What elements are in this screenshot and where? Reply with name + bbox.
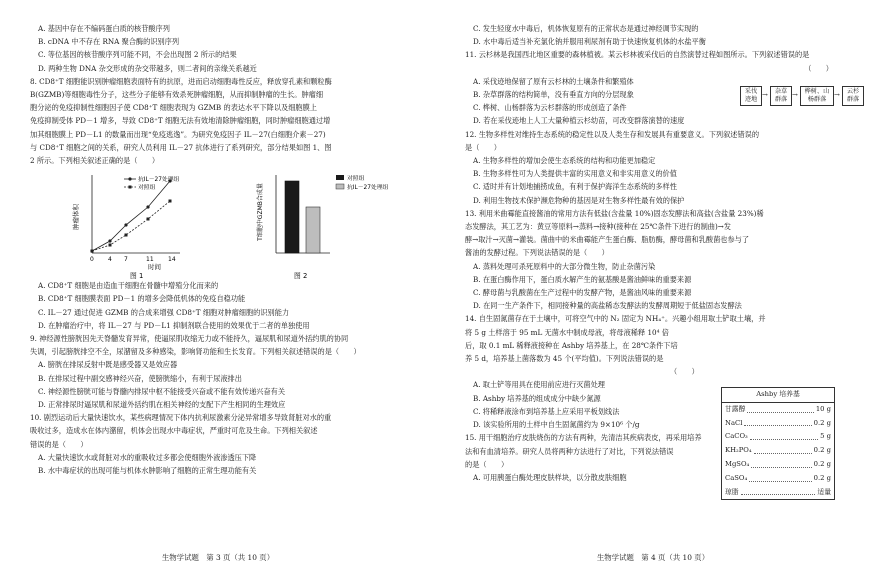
text-line: 8. CD8⁺T 细胞能识别肿瘤细胞表面特有的抗原，进而启动细胞毒性反应，释放穿孔素和颗粒酶: [30, 76, 332, 86]
ashby-amount: 0.2 g: [813, 473, 831, 482]
ashby-amount: 5 g: [820, 432, 831, 441]
ashby-title: Ashby 培养基: [722, 388, 834, 403]
text-line: 10. 剧烈运动后大量快速饮水，某些病理情况下体内抗利尿激素分泌异常增多导致肾脏对水的重: [30, 413, 332, 423]
ashby-ingredient: KH₂PO₄: [725, 446, 752, 455]
text-line: B. 生物多样性可为人类提供丰富的实用意义和非实用意义的价值: [473, 169, 677, 179]
text-line: D. 两种生物 DNA 杂交形成的杂交带越多，则二者间的亲缘关系越近: [38, 63, 257, 73]
succession-diagram: [740, 86, 864, 108]
text-line: D. 利用生物技术保护濒危物种的基因是对生物多样性最有效的保护: [473, 195, 685, 205]
text-line: 加其细胞膜上 PD－L1 的数量而出现“免疫逃逸”。为研究免疫因子 IL－27(白细胞介素－27): [30, 129, 326, 139]
text-line: A. 采伐迹地保留了原有云杉林的土壤条件和繁殖体: [473, 76, 634, 86]
fig1-legend: [124, 175, 180, 191]
text-line: 15. 用干细胞治疗皮肤烧伤的方法有两种，先清洁其疾病表皮，再采用培养: [465, 433, 702, 443]
ashby-ingredient: 甘露醇: [725, 404, 746, 413]
figure-2-bar-chart: [240, 167, 400, 279]
ashby-ingredient: NaCl: [725, 418, 743, 427]
text-line: 酱油的发酵过程。下列说法错误的是（ ）: [465, 248, 609, 258]
text-line: A. 可用胰蛋白酶处理皮肤样块，以分散皮肤细胞: [473, 472, 627, 482]
text-line: 胞分泌的免疫抑制性细胞因子使 CD8⁺T 细胞表现为 GZMB 的表达水平下降以及细胞膜上: [30, 103, 317, 113]
right-page: [435, 0, 870, 581]
text-line: 养 5 d，培养基上菌落数为 45 个(平均值)。下列说法错误的是: [465, 354, 664, 364]
fig1-point-anti-il27: [124, 224, 127, 227]
text-line: C. 等位基因的核苷酸序列可能不同，不会出现图 2 所示的结果: [38, 50, 237, 60]
ashby-amount: 10 g: [815, 404, 831, 413]
fig1-x-tick: 0: [90, 256, 94, 264]
text-line: A. 基因中存在不编码蛋白质的核苷酸序列: [38, 24, 170, 33]
text-line: D. 若在采伐迹地上人工大量种植云杉幼苗，可改变群落演替的速度: [473, 116, 685, 126]
text-line: A. 大量快速饮水或肾脏对水的重吸收过多都会使细胞外液渗透压下降: [38, 452, 257, 462]
ashby-row: [722, 403, 834, 417]
arrow-icon: →: [792, 91, 798, 99]
fig1-legend-item-1: 抗IL－27处理组: [138, 177, 180, 184]
text-line: 14. 自生固氮菌存在于土壤中，可将空气中的 N₂ 固定为 NH₄⁺。兴趣小组用取土铲取土壤，并: [465, 314, 766, 324]
fig2-legend: [336, 174, 389, 191]
ashby-ingredient: CaCO₃: [725, 432, 748, 441]
text-line: A. CD8⁺T 细胞是由造血干细胞在骨髓中增殖分化而来的: [38, 281, 219, 291]
fig1-legend-item-2: 对照组: [138, 185, 156, 192]
ashby-row: [722, 486, 834, 500]
text-line: 态发酵法，其工艺为：黄豆等原料→蒸料→接种(接种在 25℃条件下进行的制曲)→发: [465, 222, 731, 232]
ashby-row: [722, 472, 834, 486]
text-line: 免疫抑制受体 PD－1 增多，导致 CD8⁺T 细胞无法有效地清除肿瘤细胞，同时肿瘤细胞通过增: [30, 116, 331, 126]
fig1-x-tick: 11: [146, 256, 154, 264]
text-line: 法和有血清培养。研究人员将两种方法进行了对比，下列说法错误: [465, 446, 674, 456]
text-line: C. IL－27 通过促进 GZMB 的合成来增强 CD8⁺T 细胞对肿瘤细胞的识别能力: [38, 307, 290, 317]
right-page-footer: 生物学试题 第 4 页（共 10 页）: [596, 553, 710, 562]
text-line: 是（ ）: [465, 142, 501, 152]
text-line: 吸收过多，造成水在体内潴留，机体会出现水中毒症状，严重时可危及生命。下列相关叙述: [30, 426, 318, 436]
fig2-legend-item-2: 抗IL－27处理组: [347, 185, 389, 192]
fig2-ylabel: T细胞中GZMB合成量: [257, 183, 264, 242]
fig1-point-anti-il27: [146, 206, 149, 209]
text-line: A. 取土铲等用具在使用前应进行灭菌处理: [473, 380, 605, 390]
fig1-series-line-anti-il27: [92, 181, 170, 251]
text-line: 2 所示。下列相关叙述正确的是（ ）: [30, 156, 160, 166]
text-line: B. cDNA 中不存在 RNA 聚合酶的识别序列: [38, 37, 180, 47]
text-line: C. 发生轻度水中毒后，机体恢复原有的正常状态是通过神经调节实现的: [473, 24, 699, 33]
text-line: 11. 云杉林是我国西北地区重要的森林植被。某云杉林被采伐后的自然演替过程如图所示。下列叙述错误的是: [465, 50, 810, 60]
text-line: 错误的是（ ）: [30, 439, 88, 449]
text-line: 酵→取汁→灭菌→灌装。菌曲中的米曲霉能产生蛋白酶、脂肪酶，酵母菌和乳酸菌也参与了: [465, 235, 750, 245]
fig1-point-control: [147, 218, 150, 221]
fig1-series-line-control: [92, 201, 170, 251]
text-line: D. 正常排尿时逼尿肌和尿道外括约肌在相关神经的支配下产生相同的生理效应: [38, 400, 286, 410]
text-line: （ ）: [670, 367, 699, 377]
text-line: B. 在蛋白酶作用下，蛋白质水解产生的氨基酸是酱油鲜味的重要来源: [473, 274, 692, 284]
ashby-ingredient: 琼脂: [725, 487, 739, 496]
fig1-point-control: [91, 250, 94, 253]
text-line: 与 CD8⁺T 细胞之间的关系，研究人员利用 IL－27 抗体进行了系列研究，部分结果如图 1、图: [30, 142, 332, 152]
text-line: D. 在同一生产条件下，相同接种量的高盐稀态发酵法的发酵周期短于低盐固态发酵法: [473, 301, 742, 311]
ashby-row: [722, 458, 834, 472]
text-line: A. 生物多样性的增加会使生态系统的结构和功能更加稳定: [473, 156, 656, 166]
fig1-point-anti-il27: [108, 240, 111, 243]
text-line: （ ）: [804, 63, 833, 73]
left-column: [30, 22, 430, 477]
text-line: 失调，引起膀胱排空不全，尿潴留及多种感染，影响肾功能和生长发育。下列相关叙述错误的是（ ）: [30, 347, 361, 357]
stage-box-1: 采伐迹地: [740, 86, 762, 106]
fig2-legend-item-1: 对照组: [347, 176, 365, 183]
arrow-icon: →: [762, 91, 768, 99]
text-line: B. 水中毒症状的出现可能与机体水肿影响了细胞的正常生理功能有关: [38, 466, 257, 476]
figure-1-line-chart: [70, 167, 220, 279]
text-line: A. 膀胱在排尿反射中既是感受器又是效应器: [38, 360, 178, 370]
figures-block: [30, 167, 430, 279]
fig1-ylabel: 肿瘤体积: [72, 204, 80, 231]
bar-anti-il27: [306, 207, 320, 253]
fig1-point-control: [109, 244, 112, 247]
text-line: C. 将稀释液涂布到培养基上应采用平板划线法: [473, 406, 620, 416]
ashby-amount: 适量: [817, 487, 831, 496]
ashby-amount: 0.2 g: [813, 459, 831, 468]
text-line: 13. 利用米曲霉能直接酱油的常用方法有低盐(含盐量 10%)固态发酵法和高盐(含盐量 23%)稀: [465, 208, 764, 218]
text-line: D. 水中毒后适当补充氯化钠并服用利尿剂有助于快速恢复机体的水盐平衡: [473, 37, 706, 47]
ashby-amount: 0.2 g: [813, 446, 831, 455]
stage-box-4: 云杉群落: [842, 86, 864, 106]
bar-control: [285, 181, 299, 253]
text-line: D. 该实验所用的土样中自生固氮菌约为 9×10⁶ 个/g: [473, 420, 640, 430]
fig1-x-tick: 14: [168, 256, 176, 264]
fig1-point-control: [125, 234, 128, 237]
text-line: 后，取 0.1 mL 稀释液接种在 Ashby 培养基上，在 28℃条件下培: [465, 340, 678, 350]
text-line: B. Ashby 培养基的组成成分中缺少氮源: [473, 393, 601, 403]
text-line: 的是（ ）: [465, 459, 509, 469]
fig2-caption: 图 2: [294, 272, 308, 280]
text-line: C. 适时并有计划地捕捞成鱼，有利于保护海洋生态系统的多样性: [473, 182, 677, 192]
stage-box-3: 桦树、山杨群落: [800, 86, 834, 106]
ashby-ingredient: MgSO₄: [725, 459, 750, 468]
ashby-amount: 0.2 g: [813, 418, 831, 427]
text-line: D. 在肿瘤治疗中，将 IL－27 与 PD－L1 抑制剂联合使用的效果优于二者的单独使用: [38, 320, 310, 330]
ashby-ingredient: CaSO₄: [725, 473, 748, 482]
ashby-medium-table: [721, 387, 835, 500]
text-line: B. 在排尿过程中副交感神经兴奋，使膀胱缩小，有利于尿液排出: [38, 373, 242, 383]
text-line: B(GZMB)等细胞毒性分子，这些分子能够有效杀死肿瘤细胞，从而抑制肿瘤的生长。肿瘤细: [30, 90, 324, 100]
fig1-x-tick: 7: [124, 256, 128, 264]
text-line: B. CD8⁺T 细胞膜表面 PD－1 的增多会降低机体的免疫自稳功能: [38, 294, 246, 304]
text-line: 9. 神经源性膀胱因先天脊髓发育异常，使逼尿肌收缩无力或不能持久，逼尿肌和尿道外括约肌的协同: [30, 334, 349, 344]
ashby-row: [722, 444, 834, 458]
fig1-x-tick: 4: [108, 256, 112, 264]
stage-box-2: 杂草群落: [770, 86, 792, 106]
fig1-caption: 图 1: [130, 272, 144, 280]
arrow-icon: →: [834, 91, 840, 99]
text-line: 将 5 g 土样溶于 95 mL 无菌水中制成母液，将母液稀释 10⁴ 倍: [465, 327, 669, 337]
ashby-row: [722, 430, 834, 444]
text-line: A. 蒸料处理可杀死原料中的大部分微生物，防止杂菌污染: [473, 261, 656, 271]
text-line: C. 桦树、山杨群落为云杉群落的形成创造了条件: [473, 103, 627, 113]
fig1-xlabel: 时间: [148, 263, 161, 272]
text-line: 12. 生物多样性对维持生态系统的稳定性以及人类生存和发展具有重要意义。下列叙述错误的: [465, 129, 760, 139]
left-page-footer: 生物学试题 第 3 页（共 10 页）: [161, 553, 275, 562]
text-line: C. 神经源性膀胱可能与脊髓内排尿中枢不能接受兴奋或不能有效传递兴奋有关: [38, 386, 286, 396]
text-line: C. 酵母菌与乳酸菌在生产过程中的发酵产物，是酱油风味的重要来源: [473, 288, 692, 298]
text-line: B. 杂草群落的结构简单，没有垂直方向的分层现象: [473, 90, 634, 100]
ashby-row: [722, 417, 834, 431]
fig1-point-control: [169, 200, 172, 203]
